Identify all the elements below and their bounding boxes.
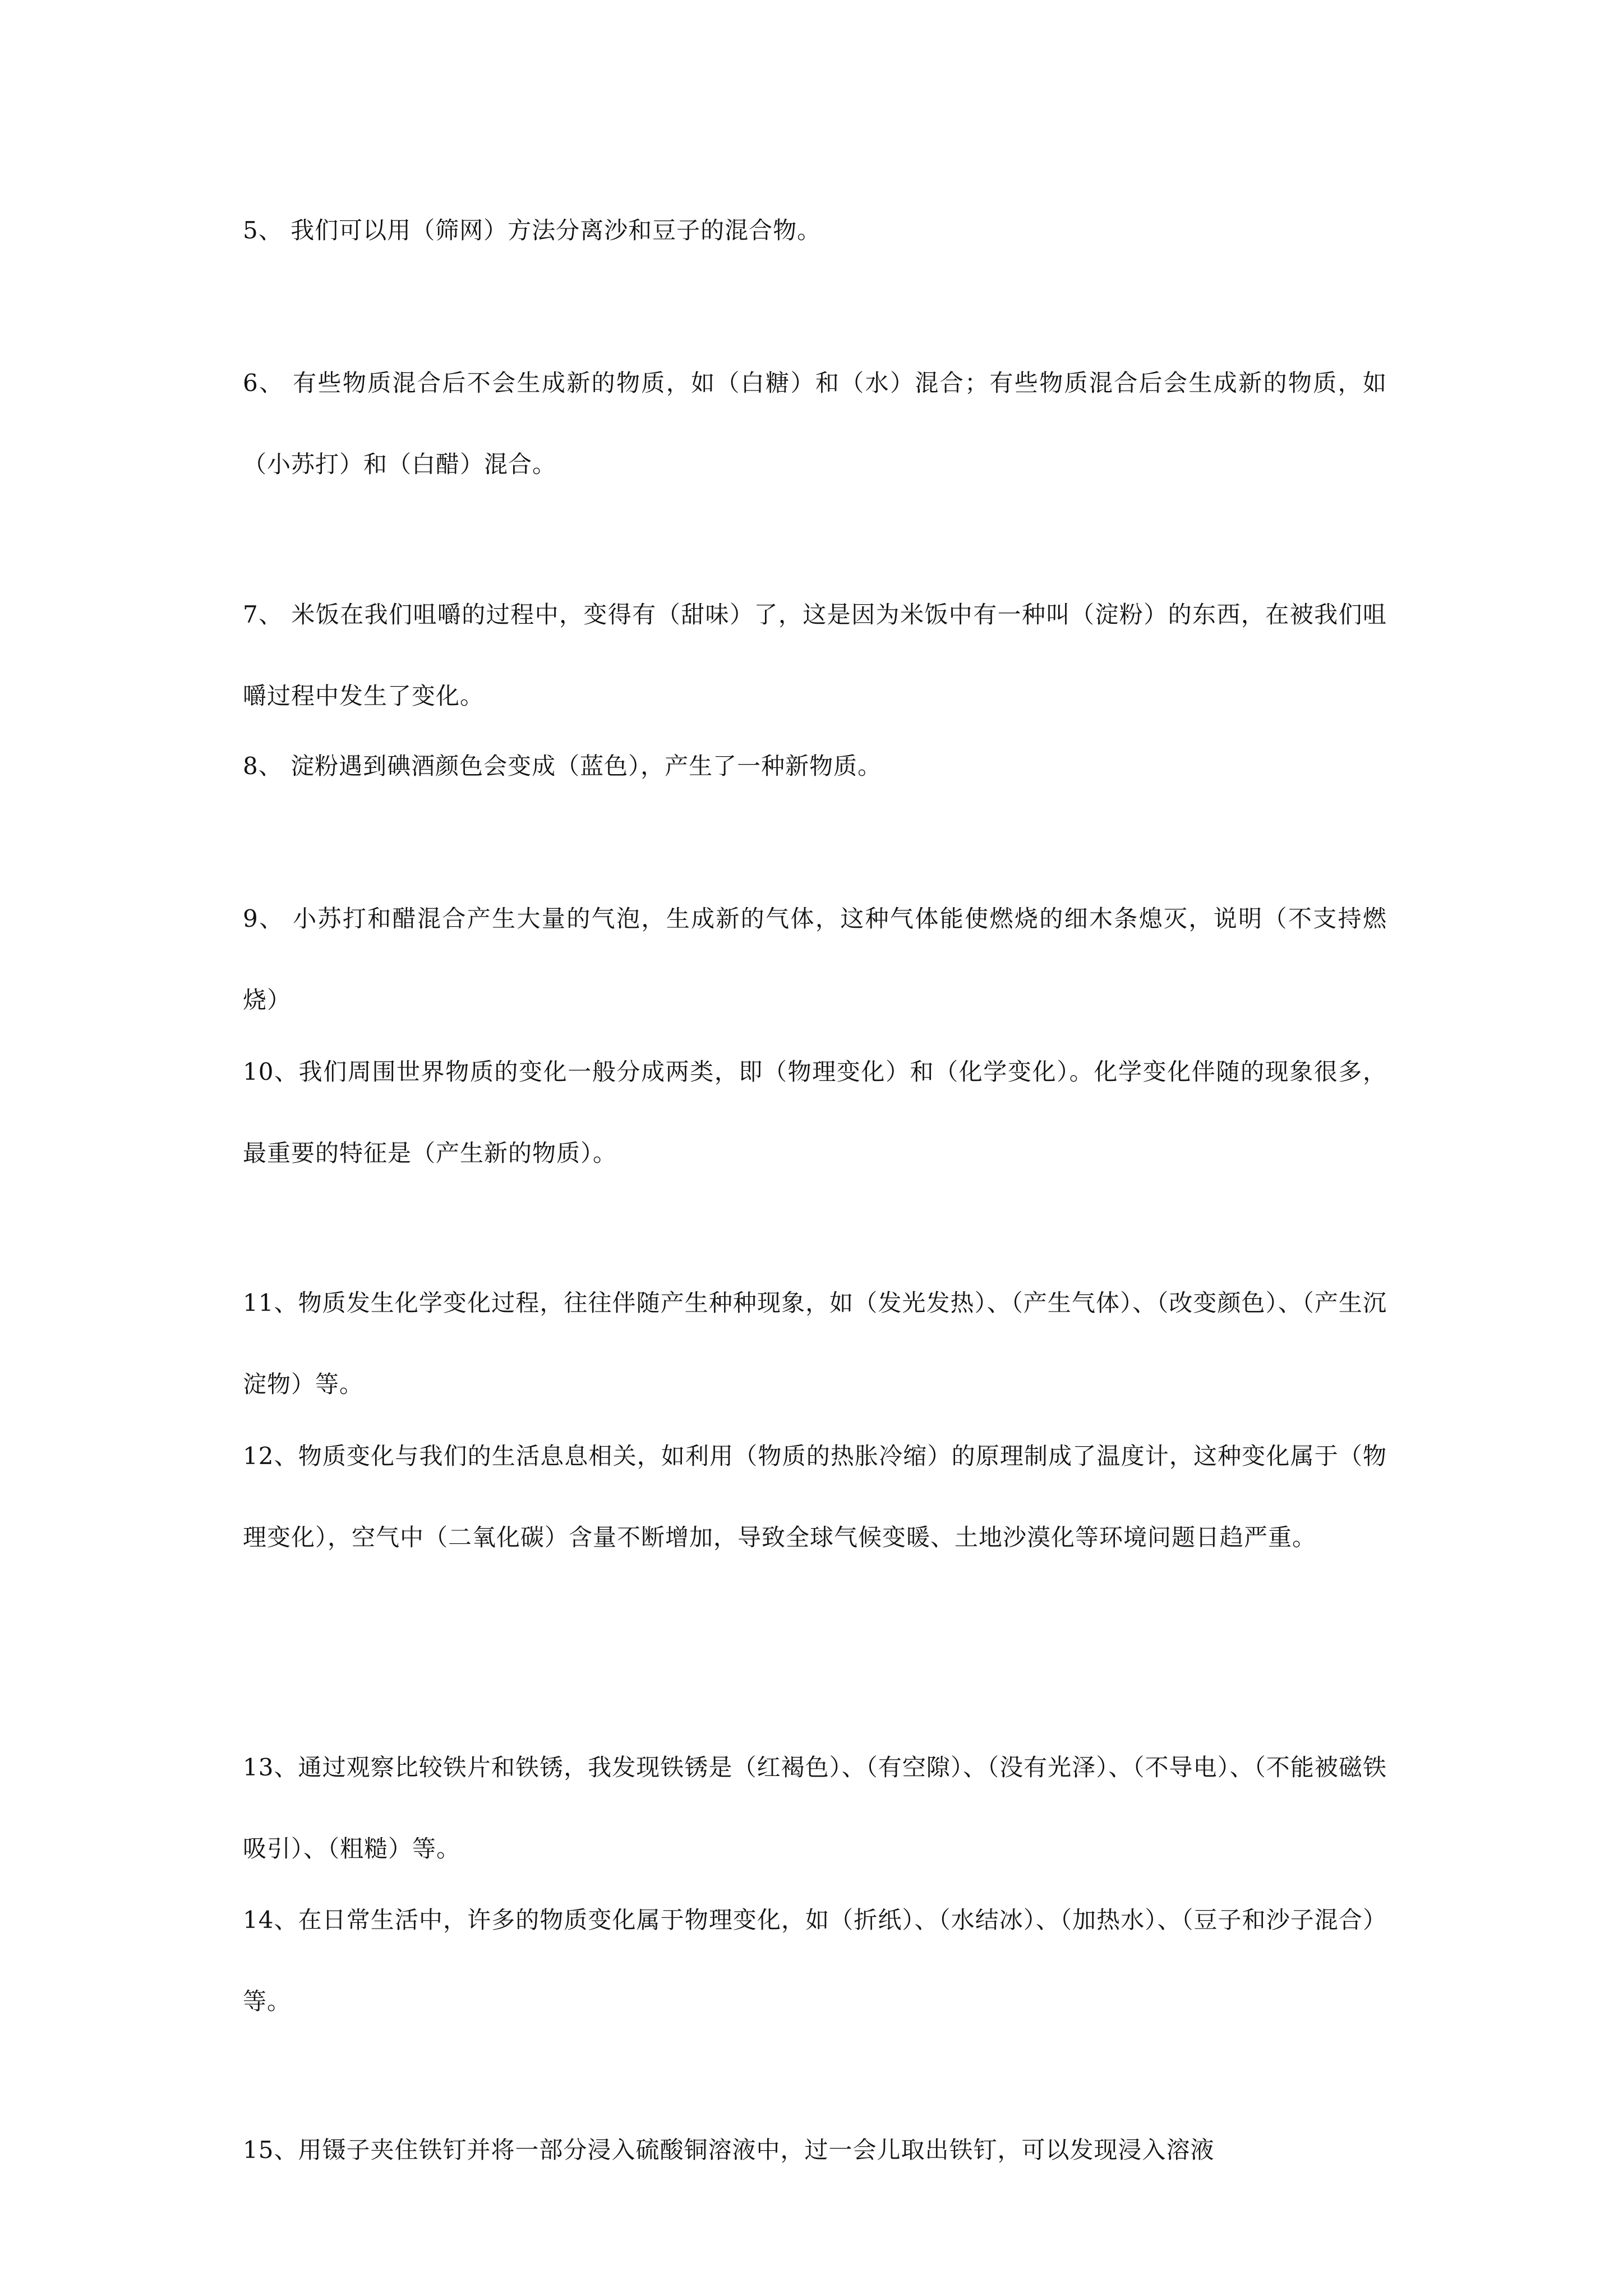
- question-9: 9、 小苏打和醋混合产生大量的气泡，生成新的气体，这种气体能使燃烧的细木条熄灭，说明（不支持燃烧）: [243, 905, 1387, 1014]
- question-7: 7、 米饭在我们咀嚼的过程中，变得有（甜味）了，这是因为米饭中有一种叫（淀粉）的东西，在被我们咀嚼过程中发生了变化。: [243, 601, 1387, 710]
- question-13: 13、通过观察比较铁片和铁锈，我发现铁锈是（红褐色）、（有空隙）、（没有光泽）、（不导电）、（不能被磁铁吸引）、（粗糙）等。: [243, 1754, 1387, 1862]
- question-8: 8、 淀粉遇到碘酒颜色会变成（蓝色），产生了一种新物质。: [243, 752, 882, 780]
- question-5: 5、 我们可以用（筛网）方法分离沙和豆子的混合物。: [243, 217, 822, 244]
- question-14: 14、在日常生活中，许多的物质变化属于物理变化，如（折纸）、（水结冰）、（加热水）、（豆子和沙子混合）等。: [243, 1906, 1387, 2015]
- question-15: 15、用镊子夹住铁钉并将一部分浸入硫酸铜溶液中，过一会儿取出铁钉，可以发现浸入溶液: [243, 2136, 1215, 2164]
- question-12: 12、物质变化与我们的生活息息相关，如利用（物质的热胀冷缩）的原理制成了温度计，这种变化属于（物理变化），空气中（二氧化碳）含量不断增加，导致全球气候变暖、土地沙漠化等环境问题日趋严重。: [243, 1442, 1387, 1551]
- question-10: 10、我们周围世界物质的变化一般分成两类，即（物理变化）和（化学变化）。化学变化伴随的现象很多，最重要的特征是（产生新的物质）。: [243, 1058, 1387, 1167]
- question-6: 6、 有些物质混合后不会生成新的物质，如（白糖）和（水）混合；有些物质混合后会生成新的物质，如（小苏打）和（白醋）混合。: [243, 369, 1387, 478]
- question-11: 11、物质发生化学变化过程，往往伴随产生种种现象，如（发光发热）、（产生气体）、（改变颜色）、（产生沉淀物）等。: [243, 1289, 1387, 1398]
